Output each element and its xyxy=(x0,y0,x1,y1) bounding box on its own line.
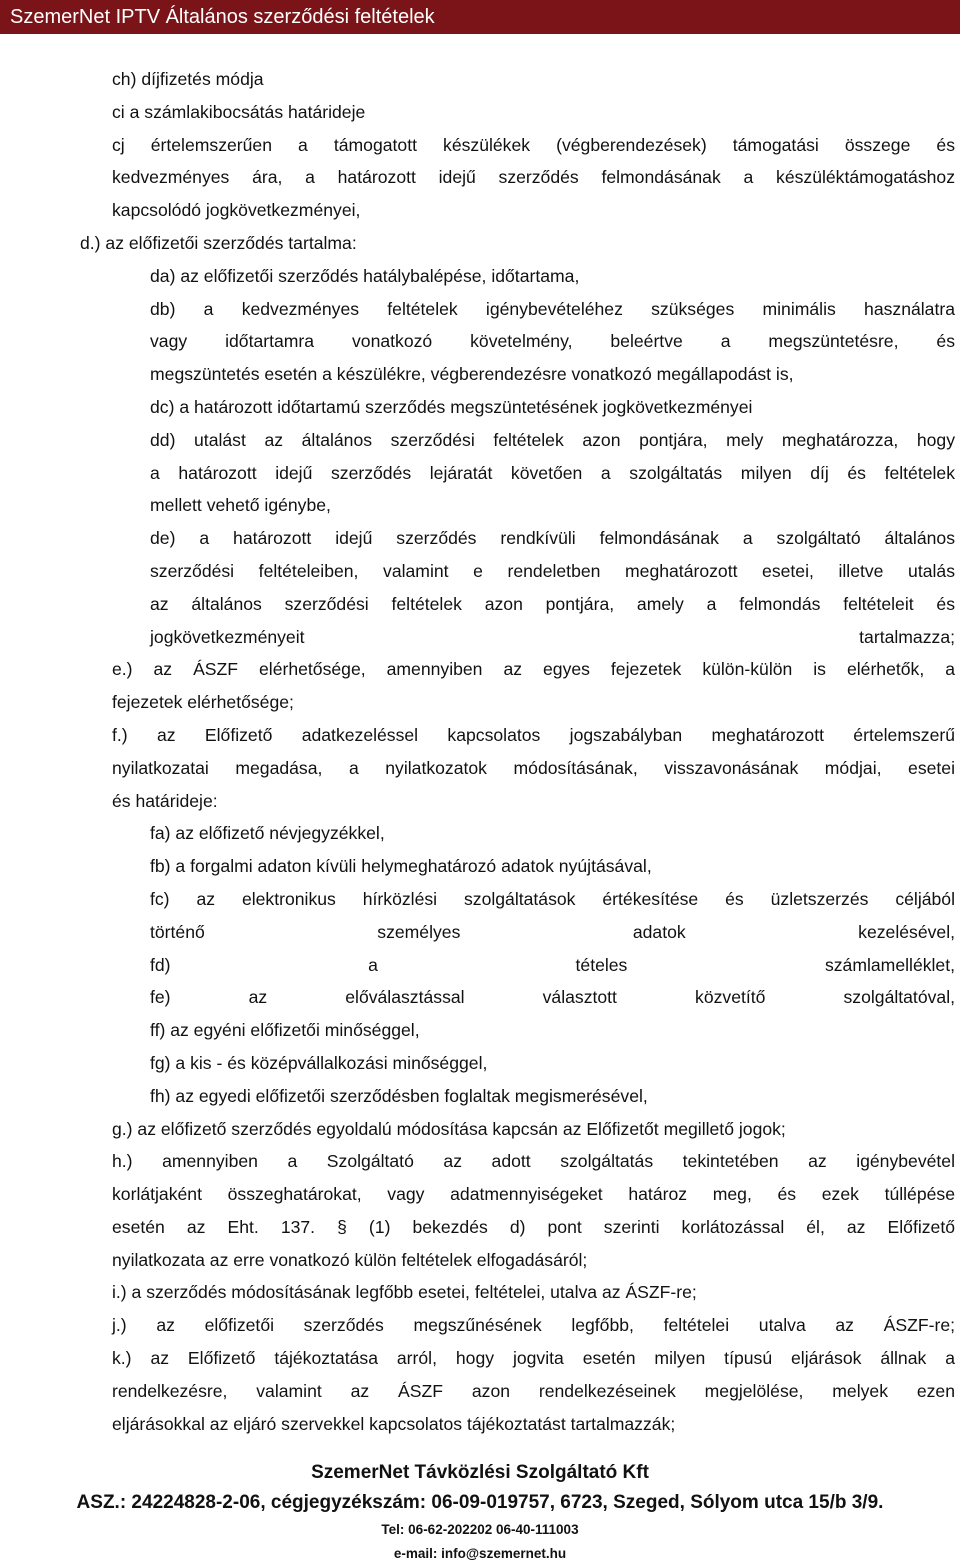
document-body xyxy=(0,63,960,1440)
text-line: ff) az egyéni előfizetői minőséggel, xyxy=(150,1020,420,1041)
text-line: szerződési feltételeiben, valamint e rendeletben meghatározott esetei, illetve utalás xyxy=(150,560,955,581)
text-line: fejezetek elérhetősége; xyxy=(112,692,294,713)
text-line: kapcsolódó jogkövetkezményei, xyxy=(112,200,361,221)
text-line: mellett vehető igénybe, xyxy=(150,495,331,516)
text-line: ch) díjfizetés módja xyxy=(112,69,264,89)
text-line: fd) a tételes számlamelléklet, xyxy=(150,954,955,975)
text-line: f.) az Előfizető adatkezeléssel kapcsolatos jogszabályban meghatározott értelemszerű xyxy=(112,724,955,745)
text-line: k.) az Előfizető tájékoztatása arról, hogy jogvita esetén milyen típusú eljárások állnak a xyxy=(112,1348,955,1369)
text-line: dc) a határozott időtartamú szerződés megszüntetésének jogkövetkezményei xyxy=(150,396,753,417)
text-line: eljárásokkal az eljáró szervekkel kapcsolatos tájékoztatást tartalmazzák; xyxy=(112,1413,676,1434)
text-line: fg) a kis - és középvállalkozási minőséggel, xyxy=(150,1052,488,1073)
text-line: nyilatkozata az erre vonatkozó külön feltételek elfogadásáról; xyxy=(112,1249,588,1270)
text-line: g.) az előfizető szerződés egyoldalú módosítása kapcsán az Előfizetőt megillető jogok; xyxy=(112,1118,786,1139)
text-line: fe) az előválasztással választott közvetítő szolgáltatóval, xyxy=(150,987,955,1008)
footer-company: SzemerNet Távközlési Szolgáltató Kft xyxy=(311,1462,649,1483)
page-footer xyxy=(0,1458,960,1566)
document-title: SzemerNet IPTV Általános szerződési feltételek xyxy=(10,6,435,28)
text-line: db) a kedvezményes feltételek igénybevételéhez szükséges minimális használatra xyxy=(150,298,955,319)
text-line: h.) amennyiben a Szolgáltató az adott szolgáltatás tekintetében az igénybevétel xyxy=(112,1151,955,1172)
text-line: e.) az ÁSZF elérhetősége, amennyiben az egyes fejezetek külön-külön is elérhetők, a xyxy=(112,659,955,680)
text-line: a határozott idejű szerződés lejáratát követően a szolgáltatás milyen díj és feltételek xyxy=(150,462,955,483)
text-line: fc) az elektronikus hírközlési szolgáltatások értékesítése és üzletszerzés céljából xyxy=(150,888,955,909)
text-line: az általános szerződési feltételek azon pontjára, amely a felmondás feltételeit és xyxy=(150,593,955,614)
text-line: ci a számlakibocsátás határideje xyxy=(112,101,366,122)
footer-phone: Tel: 06-62-202202 06-40-111003 xyxy=(381,1522,579,1537)
text-line: rendelkezésre, valamint az ÁSZF azon rendelkezéseinek megjelölése, melyek ezen xyxy=(112,1380,955,1401)
footer-registry: ASZ.: 24224828-2-06, cégjegyzékszám: 06-09-019757, 6723, Szeged, Sólyom utca 15/b 3/9. xyxy=(76,1492,884,1513)
text-line: jogkövetkezményeit tartalmazza; xyxy=(150,626,955,647)
text-line: fb) a forgalmi adaton kívüli helymeghatározó adatok nyújtásával, xyxy=(150,856,652,877)
text-line: j.) az előfizetői szerződés megszűnésének legfőbb, feltételei utalva az ÁSZF-re; xyxy=(112,1315,955,1336)
text-line: történő személyes adatok kezelésével, xyxy=(150,921,955,942)
text-line: vagy időtartamra vonatkozó követelmény, beleértve a megszüntetésre, és xyxy=(150,331,955,352)
text-line: cj értelemszerűen a támogatott készülékek (végberendezések) támogatási összege és xyxy=(112,134,955,155)
text-line: fa) az előfizető névjegyzékkel, xyxy=(150,823,385,844)
text-line: esetén az Eht. 137. § (1) bekezdés d) pont szerinti korlátozással él, az Előfizető xyxy=(112,1216,955,1237)
text-line: dd) utalást az általános szerződési feltételek azon pontjára, mely meghatározza, hogy xyxy=(150,429,955,450)
text-line: megszüntetés esetén a készülékre, végberendezésre vonatkozó megállapodást is, xyxy=(150,364,794,385)
header-bar xyxy=(0,0,960,34)
text-line: kedvezményes ára, a határozott idejű szerződés felmondásának a készüléktámogatáshoz xyxy=(112,167,955,188)
text-line: de) a határozott idejű szerződés rendkívüli felmondásának a szolgáltató általános xyxy=(150,528,955,549)
text-line: da) az előfizetői szerződés hatálybalépése, időtartama, xyxy=(150,265,580,286)
text-line: d.) az előfizetői szerződés tartalma: xyxy=(80,232,357,253)
text-line: i.) a szerződés módosításának legfőbb esetei, feltételei, utalva az ÁSZF-re; xyxy=(112,1282,697,1303)
text-line: fh) az egyedi előfizetői szerződésben foglaltak megismerésével, xyxy=(150,1085,648,1106)
footer-email: e-mail: info@szemernet.hu xyxy=(393,1546,567,1561)
text-line: nyilatkozatai megadása, a nyilatkozatok módosításának, visszavonásának módjai, esetei xyxy=(112,757,955,778)
text-line: és határideje: xyxy=(112,790,218,811)
text-line: korlátjaként összeghatárokat, vagy adatmennyiségeket határoz meg, és ezek túllépése xyxy=(112,1184,955,1205)
